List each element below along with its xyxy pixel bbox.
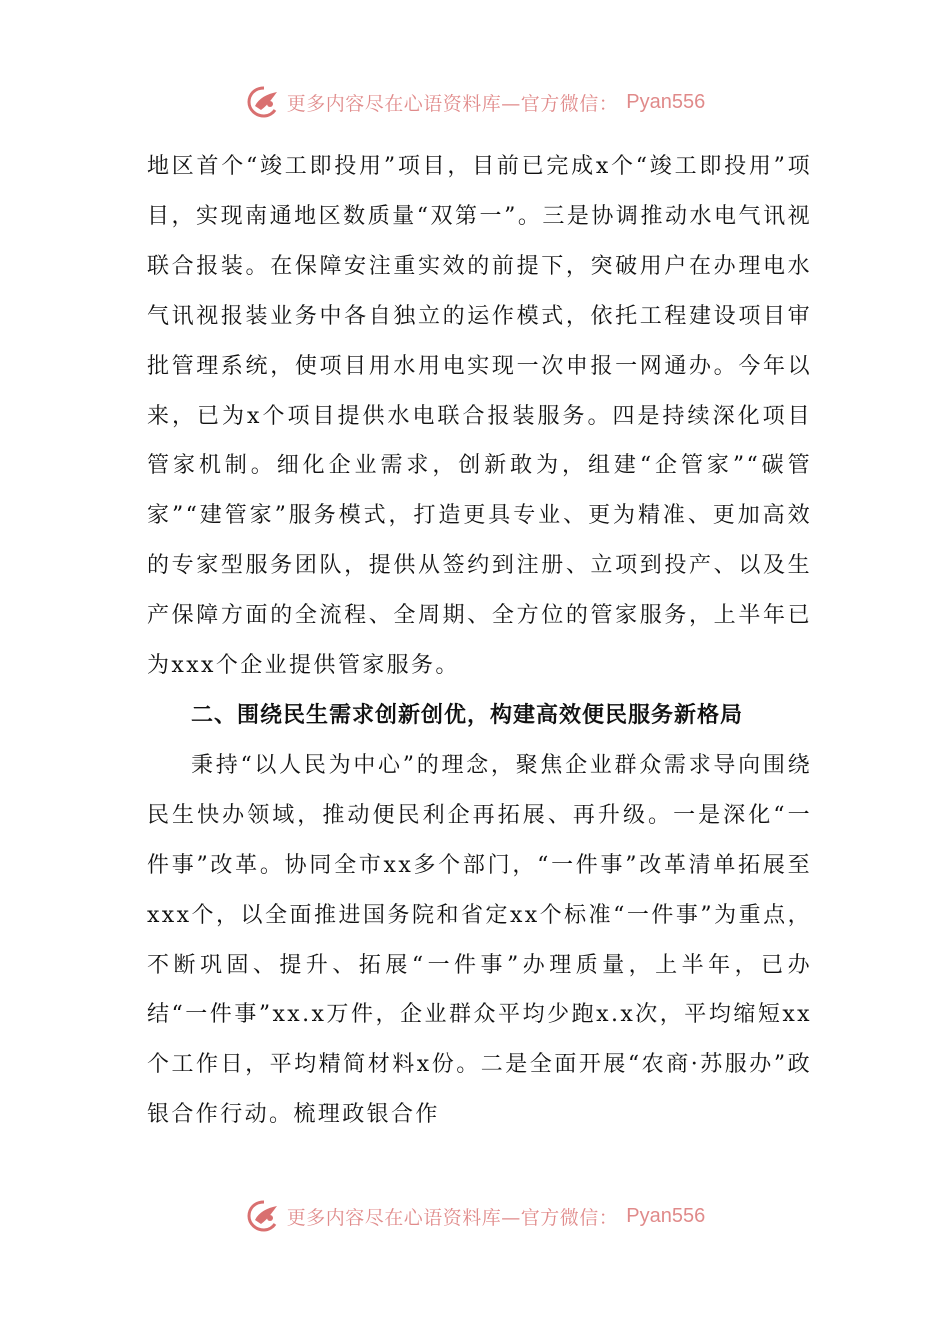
header-watermark (0, 82, 950, 122)
document-body (147, 142, 812, 1140)
footer-watermark (0, 1200, 950, 1244)
brand-logo-icon (245, 84, 283, 120)
section-heading-2: 二、围绕民生需求创新创优，构建高效便民服务新格局 (191, 702, 744, 728)
body-paragraph-1: 地区首个“竣工即投用”项目，目前已完成x个“竣工即投用”项目，实现南通地区数质量“双第一”。三是协调推动水电气讯视联合报装。在保障安注重实效的前提下，突破用户在办理电水气讯视报装业务中各自独立的运作模式，依托工程建设项目审批管理系统，使项目用水用电实现一次申报一网通办。今年以来，已为x个项目提供水电联合报装服务。四是持续深化项目管家机制。细化企业需求，创新敢为，组建“企管家”“碳管家”“建管家”服务模式，打造更具专业、更为精准、更加高效的专家型服务团队，提供从签约到注册、立项到投产、以及生产保障方面的全流程、全周期、全方位的管家服务，上半年已为xxx个企业提供管家服务。 (147, 154, 812, 679)
watermark-text: 更多内容尽在心语资料库—官方微信： (286, 1206, 619, 1229)
brand-logo-icon (245, 1200, 283, 1234)
watermark-text: 更多内容尽在心语资料库—官方微信： (286, 92, 619, 115)
watermark-wechat-id: Pyan556 (626, 90, 706, 113)
body-paragraph-2: 秉持“以人民为中心”的理念，聚焦企业群众需求导向围绕民生快办领域，推动便民利企再拓展、再升级。一是深化“一件事”改革。协同全市xx多个部门，“一件事”改革清单拓展至xxx个，以全面推进国务院和省定xx个标准“一件事”为重点，不断巩固、提升、拓展“一件事”办理质量，上半年，已办结“一件事”xx.x万件，企业群众平均少跑x.x次，平均缩短xx个工作日，平均精简材料x份。二是全面开展“农商·苏服办”政银合作行动。梳理政银合作 (147, 752, 812, 1128)
watermark-wechat-id: Pyan556 (626, 1204, 706, 1227)
